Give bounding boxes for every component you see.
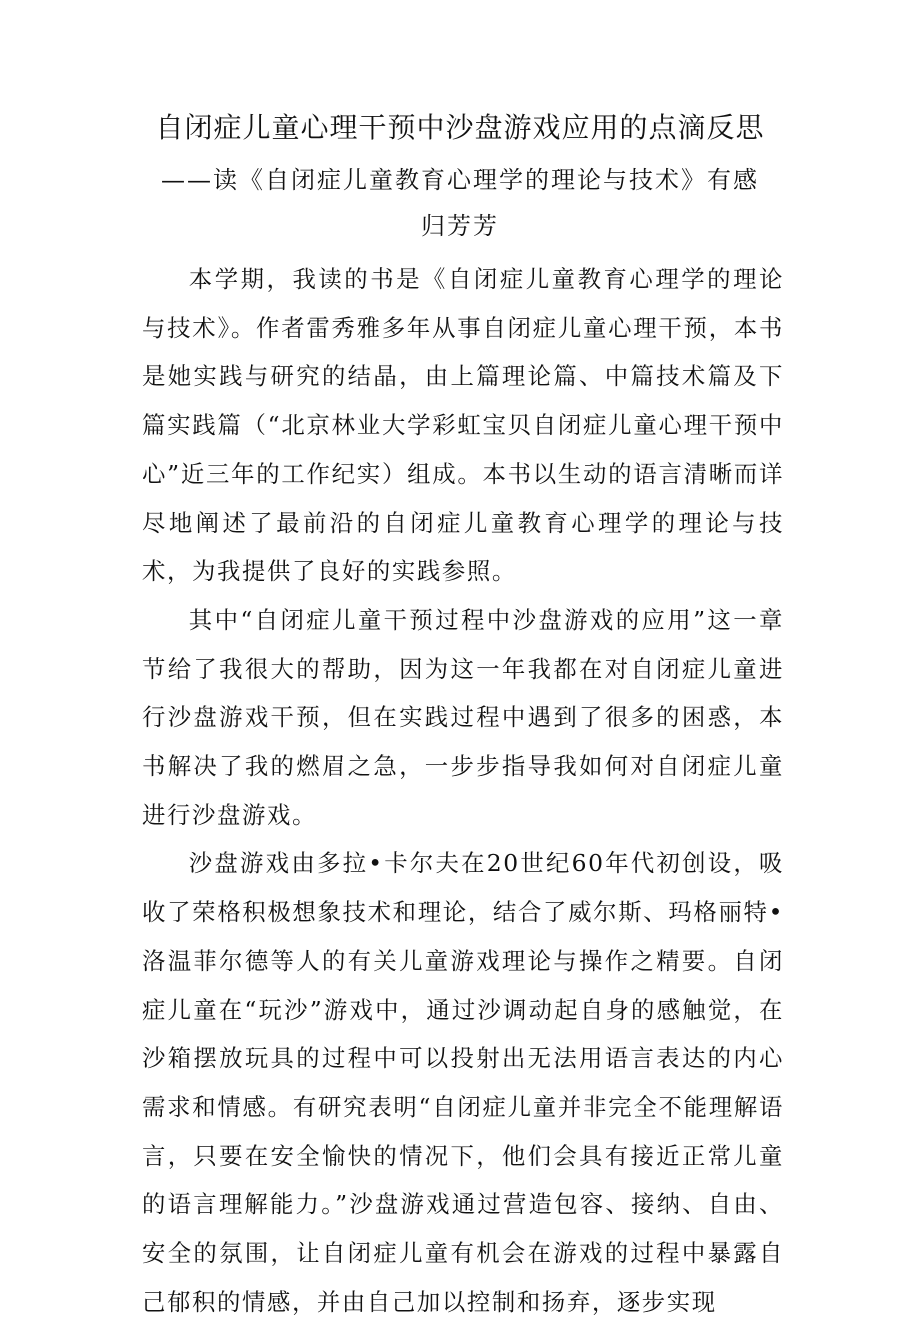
paragraph-1: 本学期，我读的书是《自闭症儿童教育心理学的理论与技术》。作者雷秀雅多年从事自闭症儿童心理干预，本书是她实践与研究的结晶，由上篇理论篇、中篇技术篇及下篇实践篇（“北京林业大学彩虹宝贝自闭症儿童心理干预中心”近三年的工作纪实）组成。本书以生动的语言清晰而详尽地阐述了最前沿的自闭症儿童教育心理学的理论与技术，为我提供了良好的实践参照。 [142, 265, 784, 586]
document-author: 归芳芳 [421, 212, 499, 240]
document-body [142, 255, 784, 1326]
document-title: 自闭症儿童心理干预中沙盘游戏应用的点滴反思 [155, 111, 765, 144]
paragraph-3: 沙盘游戏由多拉•卡尔夫在20世纪60年代初创设，吸收了荣格积极想象技术和理论，结合了威尔斯、玛格丽特•洛温菲尔德等人的有关儿童游戏理论与操作之精要。自闭症儿童在“玩沙”游戏中，通过沙调动起自身的感触觉，在沙箱摆放玩具的过程中可以投射出无法用语言表达的内心需求和情感。有研究表明“自闭症儿童并非完全不能理解语言，只要在安全愉快的情况下，他们会具有接近正常儿童的语言理解能力。”沙盘游戏通过营造包容、接纳、自由、安全的氛围，让自闭症儿童有机会在游戏的过程中暴露自己郁积的情感，并由自己加以控制和扬弃，逐步实现 [142, 849, 784, 1316]
paragraph-2: 其中“自闭症儿童干预过程中沙盘游戏的应用”这一章节给了我很大的帮助，因为这一年我都在对自闭症儿童进行沙盘游戏干预，但在实践过程中遇到了很多的困惑，本书解决了我的燃眉之急，一步步指导我如何对自闭症儿童进行沙盘游戏。 [142, 605, 784, 829]
document-subtitle: ——读《自闭症儿童教育心理学的理论与技术》有感 [161, 166, 759, 194]
